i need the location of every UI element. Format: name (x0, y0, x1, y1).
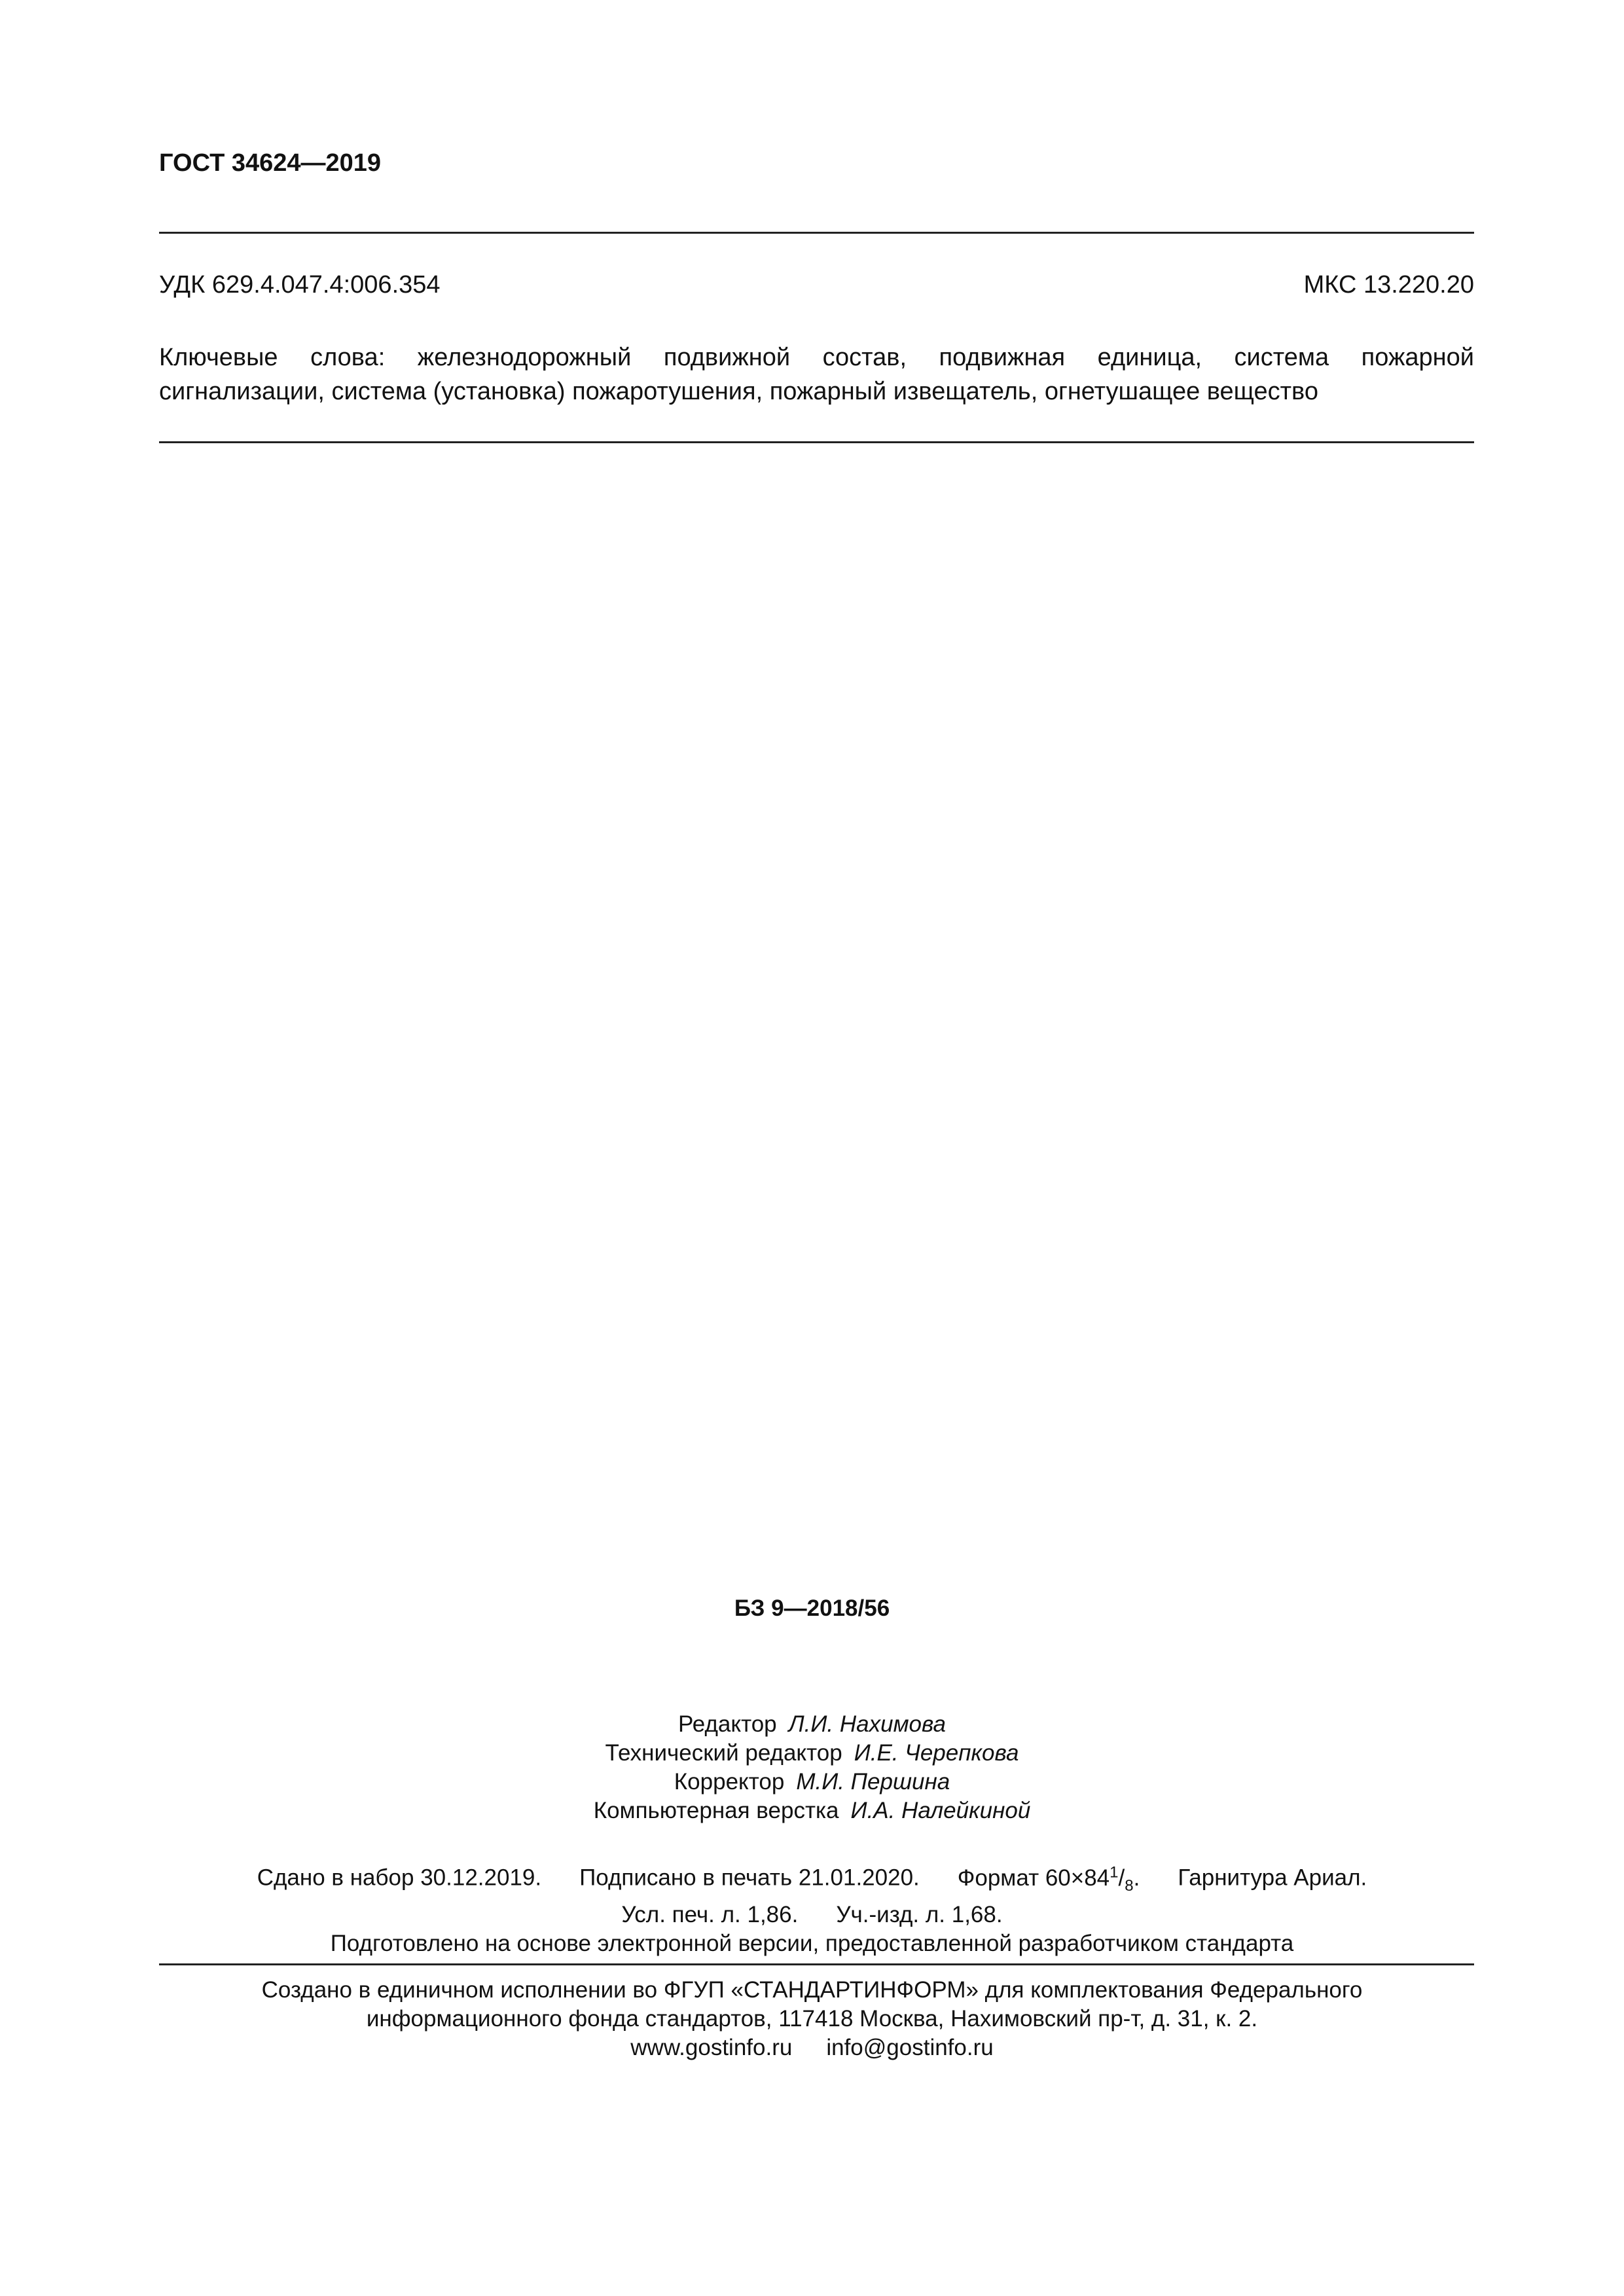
print-sheets: Усл. печ. л. 1,86. (621, 1901, 799, 1927)
udk-code: УДК 629.4.047.4:006.354 (159, 271, 441, 299)
format: Формат $60\times 84^1/_8$. (957, 1863, 1140, 1895)
keywords-line-2: сигнализации, система (установка) пожаротушения, пожарный извещатель, огнетушащее вещество (159, 378, 1318, 405)
footer-contacts (0, 2033, 1624, 2062)
staff-role: Редактор (677, 1711, 777, 1737)
staff-role: Компьютерная верстка (593, 1798, 839, 1823)
top-divider (159, 232, 1474, 234)
signed-date: Подписано в печать 21.01.2020. (579, 1865, 920, 1891)
footer-line-2: информационного фонда стандартов, 117418 Москва, Нахимовский пр-т, д. 31, к. 2. (366, 2006, 1258, 2032)
staff-role: Корректор (674, 1769, 785, 1795)
submitted-date: Сдано в набор 30.12.2019. (257, 1865, 542, 1891)
publication-info (0, 1858, 1624, 1958)
footer-divider (159, 1963, 1474, 1965)
footer-block (0, 1976, 1624, 2062)
publication-line-2 (0, 1901, 1624, 1929)
staff-role: Технический редактор (605, 1740, 842, 1766)
staff-name: И.А. Налейкиной (850, 1798, 1031, 1823)
publisher-sheets: Уч.-изд. л. 1,68. (836, 1901, 1003, 1927)
website-link[interactable]: www.gostinfo.ru (630, 2035, 793, 2060)
staff-row-corrector (0, 1768, 1624, 1796)
mks-code: МКС 13.220.20 (1303, 271, 1474, 299)
staff-row-layout (0, 1796, 1624, 1825)
keywords-block (159, 340, 1474, 409)
footer-line-1: Создано в единичном исполнении во ФГУП «СТАНДАРТИНФОРМ» для комплектования Федерального (261, 1977, 1363, 2003)
bz-number: БЗ 9—2018/56 (734, 1595, 890, 1621)
prepared-note: Подготовлено на основе электронной версии, предоставленной разработчиком стандарта (330, 1930, 1294, 1956)
staff-row-tech-editor (0, 1739, 1624, 1768)
email-link[interactable]: info@gostinfo.ru (826, 2035, 994, 2060)
staff-name: М.И. Першина (796, 1769, 950, 1795)
staff-list (0, 1710, 1624, 1825)
document-code: ГОСТ 34624—2019 (159, 149, 382, 177)
staff-row-editor (0, 1710, 1624, 1739)
staff-name: Л.И. Нахимова (788, 1711, 946, 1737)
typeface: Гарнитура Ариал. (1178, 1865, 1367, 1891)
publication-line-1 (0, 1858, 1624, 1901)
keywords-line-1: Ключевые слова: железнодорожный подвижной состав, подвижная единица, система пожарной (159, 344, 1474, 371)
staff-name: И.Е. Черепкова (854, 1740, 1019, 1766)
keywords-divider (159, 441, 1474, 443)
